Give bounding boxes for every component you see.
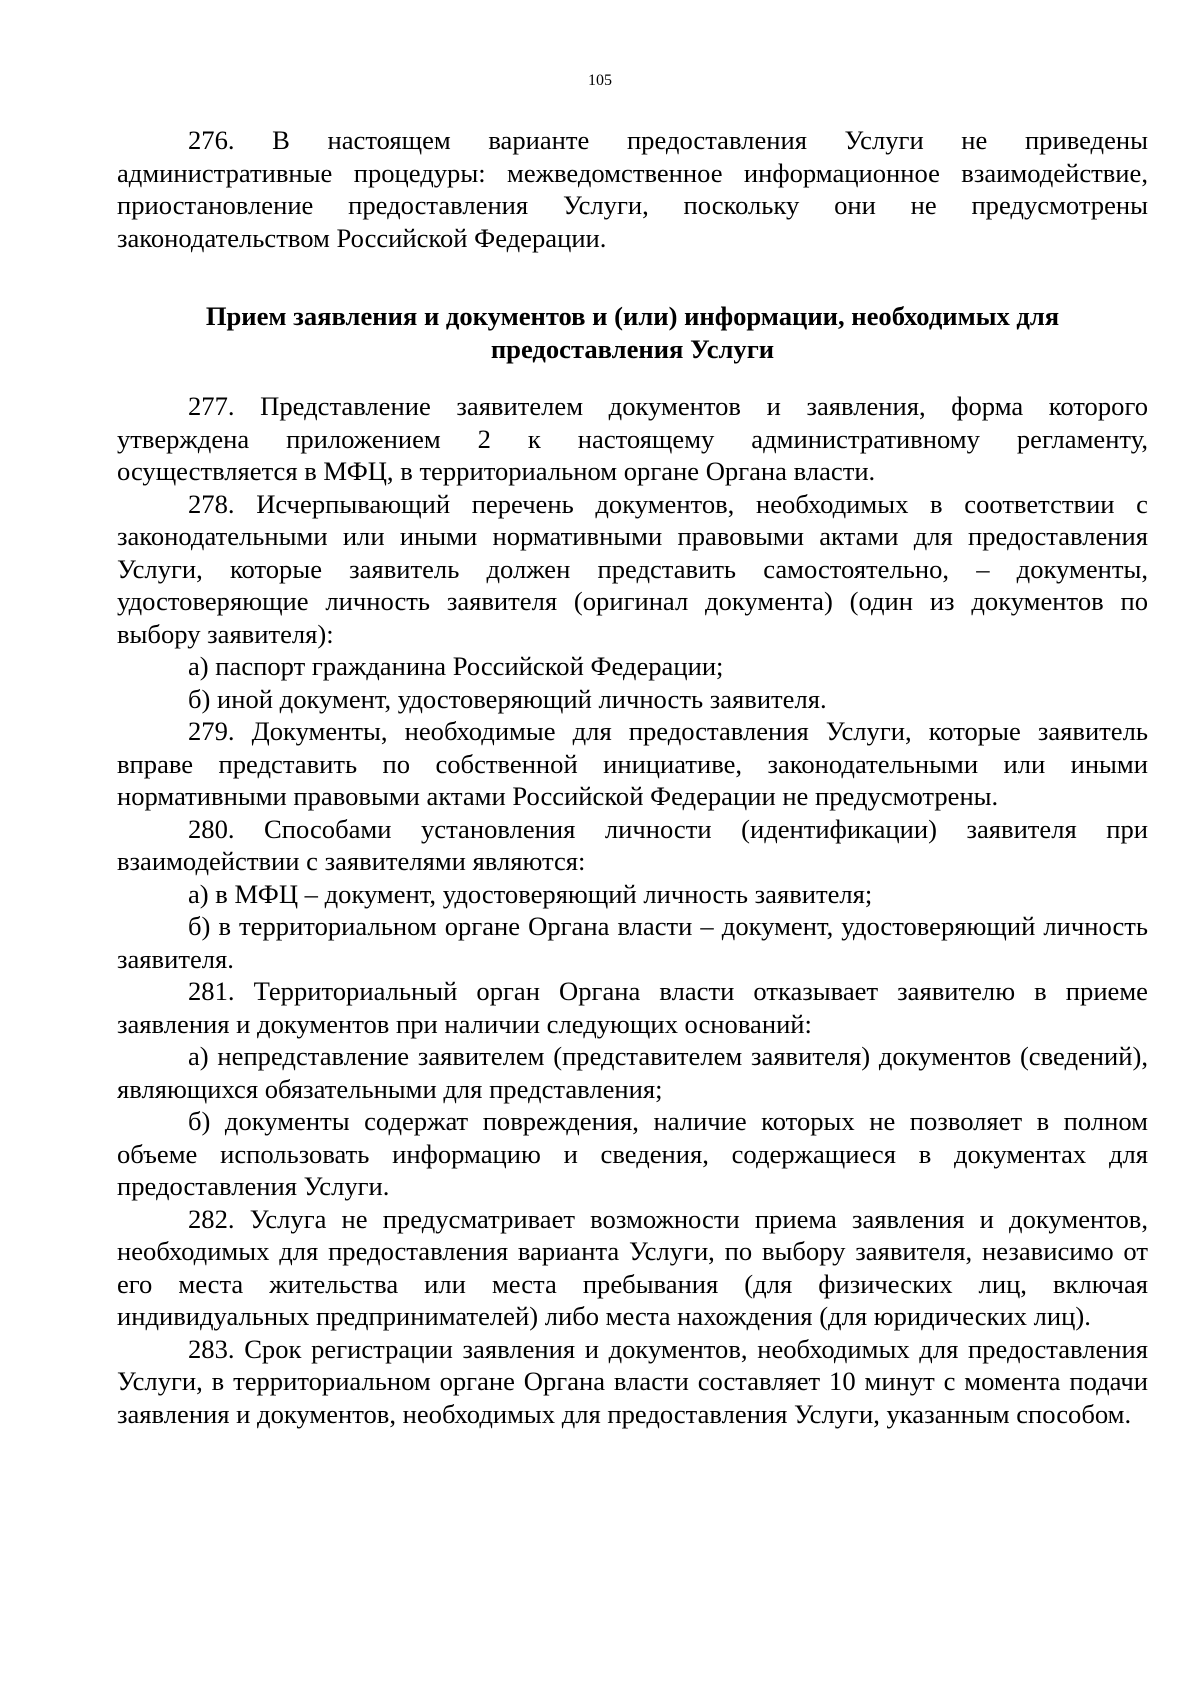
paragraph-279: 279. Документы, необходимые для предоставления Услуги, которые заявитель вправе представить по собственной инициативе, законодательными или иными нормативными правовыми актами Российской Федерации не предусмотрены.	[117, 716, 1148, 811]
paragraph-283: 283. Срок регистрации заявления и документов, необходимых для предоставления Услуги, в территориальном органе Органа власти составляет 10 минут с момента подачи заявления и документов, необходимых для предоставления Услуги, указанным способом.	[117, 1333, 1148, 1429]
list-item-278-a: а) паспорт гражданина Российской Федерации;	[188, 651, 724, 681]
paragraph-281: 281. Территориальный орган Органа власти отказывает заявителю в приеме заявления и документов при наличии следующих оснований:	[117, 976, 1148, 1039]
section-heading: Прием заявления и документов и (или) информации, необходимых для предоставления Услуги	[205, 301, 1060, 364]
list-item-280-b: б) в территориальном органе Органа власти – документ, удостоверяющий личность заявителя.	[117, 911, 1148, 974]
document-body	[117, 124, 1148, 1430]
list-item-278-b: б) иной документ, удостоверяющий личность заявителя.	[188, 683, 827, 714]
paragraph-277: 277. Представление заявителем документов и заявления, форма которого утверждена приложением 2 к настоящему административному регламенту, осуществляется в МФЦ, в территориальном органе Органа власти.	[117, 391, 1148, 486]
paragraph-278: 278. Исчерпывающий перечень документов, необходимых в соответствии с законодательными или иными нормативными правовыми актами для предоставления Услуги, которые заявитель должен представить самостоятельно, – документы, удостоверяющие личность заявителя (оригинал документа) (один из документов по выбору заявителя):	[117, 488, 1148, 649]
paragraph-280: 280. Способами установления личности (идентификации) заявителя при взаимодействии с заявителями являются:	[117, 813, 1148, 876]
page-number: 105	[588, 72, 612, 89]
paragraph-276: 276. В настоящем варианте предоставления Услуги не приведены административные процедуры: межведомственное информационное взаимодействие, приостановление предоставления Услуги, поскольку они не предусмотрены законодательством Российской Федерации.	[117, 125, 1148, 253]
paragraph-282: 282. Услуга не предусматривает возможности приема заявления и документов, необходимых для предоставления варианта Услуги, по выбору заявителя, независимо от его места жительства или места пребывания (для физических лиц, включая индивидуальных предпринимателей) либо места нахождения (для юридических лиц).	[117, 1203, 1148, 1331]
list-item-281-b: б) документы содержат повреждения, наличие которых не позволяет в полном объеме использовать информацию и сведения, содержащиеся в документах для предоставления Услуги.	[117, 1106, 1148, 1201]
list-item-280-a: а) в МФЦ – документ, удостоверяющий личность заявителя;	[188, 878, 873, 909]
list-item-281-a: а) непредставление заявителем (представителем заявителя) документов (сведений), являющихся обязательными для представления;	[117, 1041, 1148, 1104]
